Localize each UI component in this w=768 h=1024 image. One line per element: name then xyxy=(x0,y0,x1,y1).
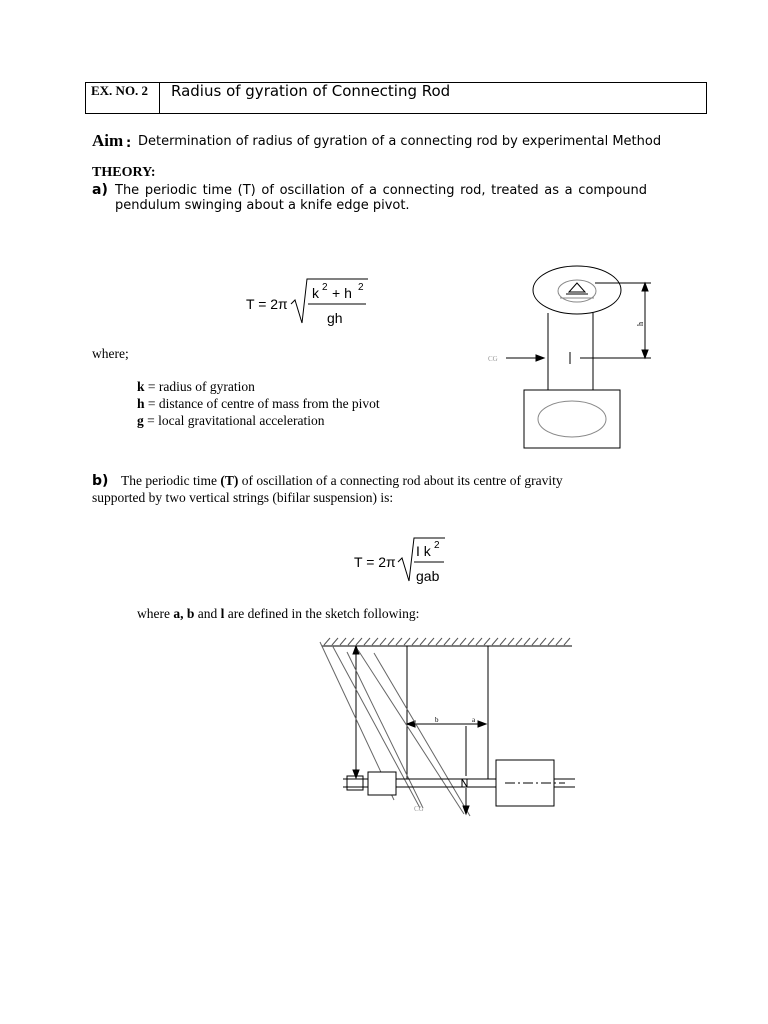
formula2-exp: 2 xyxy=(434,540,440,551)
part-b-text-pre: The periodic time xyxy=(121,473,221,488)
formula1-exp1: 2 xyxy=(322,282,328,293)
formula2-lhs: T = 2π xyxy=(354,554,396,570)
formula2-denominator: gab xyxy=(416,568,440,584)
arrow-down-icon xyxy=(642,350,648,358)
definition-text: = distance of centre of mass from the pivot xyxy=(144,396,380,411)
definition-text: = radius of gyration xyxy=(144,379,255,394)
part-b-text-line2: supported by two vertical strings (bifilar suspension) is: xyxy=(92,490,394,505)
arrow-left-icon xyxy=(407,721,415,727)
arrow-right-icon xyxy=(536,355,544,361)
arrow-down-icon xyxy=(353,770,359,778)
part-b-text-bold: (T) xyxy=(220,473,239,488)
formula1-lhs: T = 2π xyxy=(246,296,288,312)
definition-symbol: k xyxy=(137,379,145,394)
part-a-text-line1: The periodic time (T) of oscillation of a connecting rod, treated as a compound xyxy=(115,183,647,198)
h-mark: h xyxy=(636,322,645,326)
where-mid: and xyxy=(194,606,221,621)
where-l: l xyxy=(220,606,225,621)
formula1-num-k: k xyxy=(312,285,319,301)
where-pre: where xyxy=(137,606,174,621)
small-end-block xyxy=(368,772,396,795)
cg-mark: CG xyxy=(488,355,498,363)
aim-label: Aim xyxy=(92,131,124,150)
definition-symbol: h xyxy=(137,396,145,411)
formula2-numerator: I k xyxy=(416,543,431,559)
compound-pendulum-figure xyxy=(488,266,651,448)
formula-compound-pendulum xyxy=(246,279,368,326)
part-a-text-line2: pendulum swinging about a knife edge pivot. xyxy=(115,198,410,213)
theory-heading: THEORY: xyxy=(92,165,156,180)
part-b-text-post: of oscillation of a connecting rod about its centre of gravity xyxy=(238,473,563,488)
ceiling-hatch xyxy=(324,638,570,645)
b-mark: b xyxy=(435,716,439,724)
pivot-end-outer xyxy=(533,266,621,314)
formula-bifilar xyxy=(354,538,445,584)
rod-end-tab xyxy=(347,776,363,790)
formula1-num-plus-h: + h xyxy=(332,285,352,301)
formula1-denominator: gh xyxy=(327,310,343,326)
arrow-up-icon xyxy=(642,283,648,291)
definition-symbol: g xyxy=(137,413,144,428)
a-mark: a xyxy=(472,716,476,724)
knife-edge-icon xyxy=(569,283,585,292)
where-post: are defined in the sketch following: xyxy=(224,606,420,621)
cg-mark: CG xyxy=(414,805,424,813)
definition-text: = local gravitational acceleration xyxy=(143,413,325,428)
aim-text: Determination of radius of gyration of a connecting rod by experimental Method xyxy=(138,134,662,149)
part-a-label: a) xyxy=(92,182,108,198)
bifilar-suspension-figure xyxy=(320,638,575,816)
part-b-label: b) xyxy=(92,473,109,489)
big-end-bore xyxy=(538,401,606,437)
exercise-number: EX. NO. 2 xyxy=(91,83,149,98)
arrow-right-icon xyxy=(478,721,486,727)
aim-colon: : xyxy=(126,136,132,151)
formula1-exp2: 2 xyxy=(358,282,364,293)
where-label: where; xyxy=(92,346,129,361)
page-title: Radius of gyration of Connecting Rod xyxy=(171,82,451,100)
where-ab: a, b xyxy=(173,606,195,621)
